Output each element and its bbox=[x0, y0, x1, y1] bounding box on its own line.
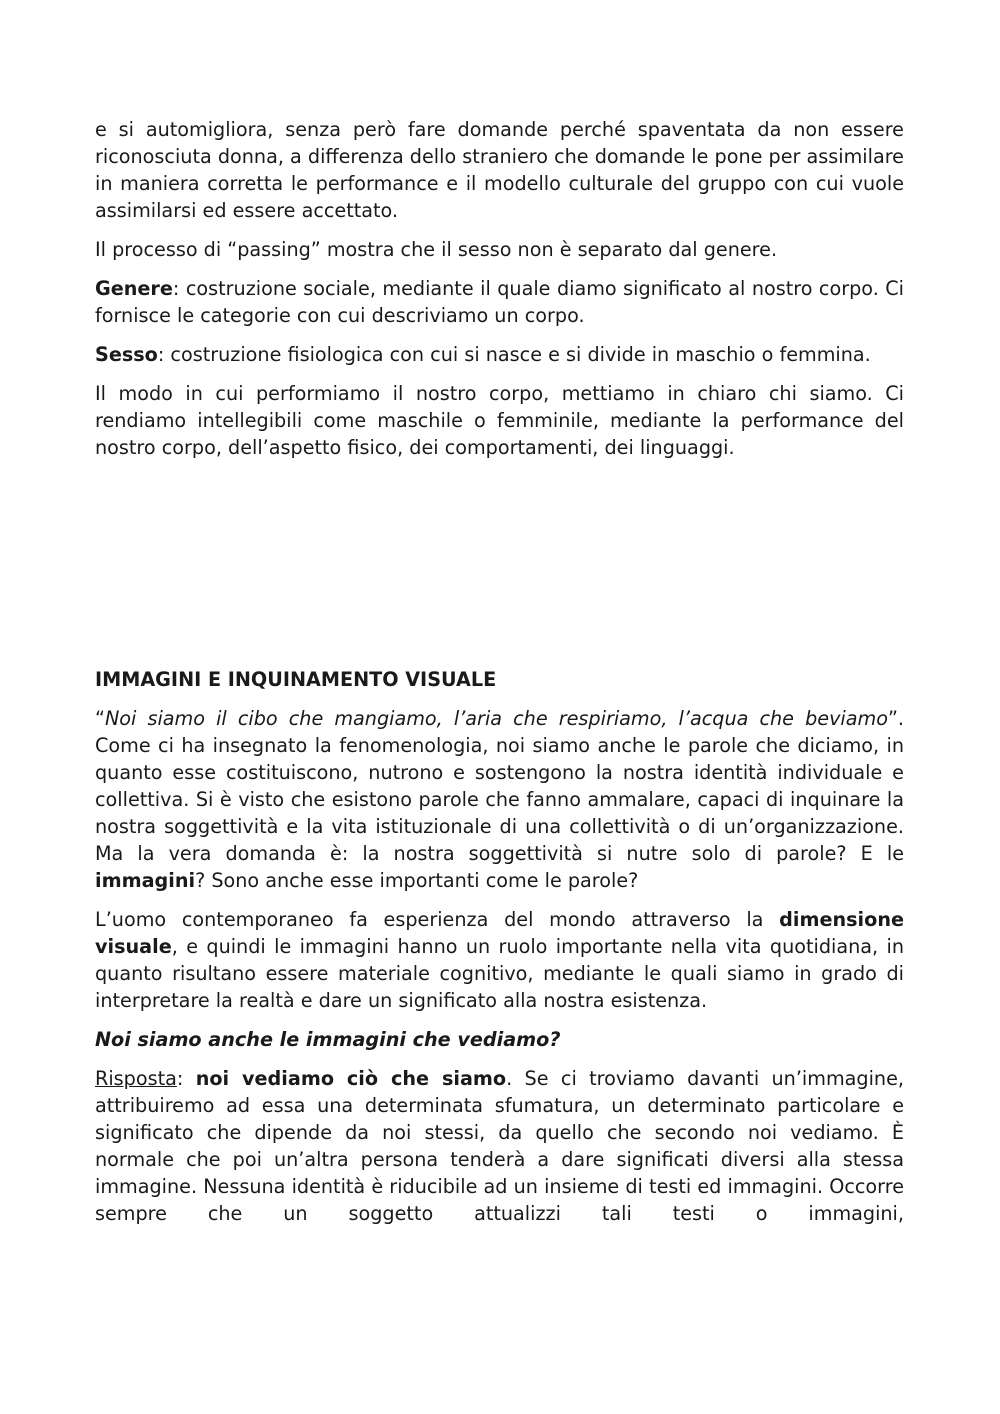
paragraph-risposta bbox=[95, 1065, 904, 1227]
risposta-colon: : bbox=[176, 1067, 196, 1090]
visual-paragraph-text-b: , e quindi le immagini hanno un ruolo importante nella vita quotidiana, in quanto risultano essere materiale cognitivo, mediante le quali siamo in grado di interpretare la realtà e dare un significato alla nostra esistenza. bbox=[95, 935, 904, 1012]
quote-paragraph-text-b: ? Sono anche esse importanti come le parole? bbox=[195, 869, 639, 892]
visual-paragraph-text-a: L’uomo contemporaneo fa esperienza del mondo attraverso la bbox=[95, 908, 780, 931]
term-dimensione-visuale: dimensione visuale bbox=[95, 908, 904, 958]
paragraph-dimensione-visuale bbox=[95, 906, 904, 1014]
definition-genere bbox=[95, 275, 904, 329]
quote-paragraph-text-a: Come ci ha insegnato la fenomenologia, noi siamo anche le parole che diciamo, in quanto esse costituiscono, nutrono e sostengono la nostra identità individuale e collettiva. Si è visto che esistono parole che fanno ammalare, capaci di inquinare la nostra soggettività e la vita istituzionale di una collettività o di un’organizzazione. Ma la vera domanda è: la nostra soggettività si nutre solo di parole? E le bbox=[95, 734, 904, 865]
risposta-bold: noi vediamo ciò che siamo bbox=[195, 1067, 507, 1090]
label-risposta: Risposta bbox=[95, 1067, 177, 1090]
definition-genere-text: : costruzione sociale, mediante il quale diamo significato al nostro corpo. Ci fornisce le categorie con cui descriviamo un corpo. bbox=[95, 277, 904, 327]
paragraph-quote bbox=[95, 705, 904, 894]
paragraph-1: e si automigliora, senza però fare domande perché spaventata da non essere riconosciuta donna, a differenza dello straniero che domande le pone per assimilare in maniera corretta le performance e il modello culturale del gruppo con cui vuole assimilarsi ed essere accettato. bbox=[95, 118, 904, 222]
definition-sesso-text: : costruzione fisiologica con cui si nasce e si divide in maschio o femmina. bbox=[157, 343, 871, 366]
term-immagini: immagini bbox=[95, 869, 196, 892]
quote-text: Noi siamo il cibo che mangiamo, l’aria che respiriamo, l’acqua che beviamo bbox=[104, 707, 888, 730]
term-sesso: Sesso bbox=[95, 343, 158, 366]
term-genere: Genere bbox=[95, 277, 173, 300]
paragraph-performance: Il modo in cui performiamo il nostro corpo, mettiamo in chiaro chi siamo. Ci rendiamo intellegibili come maschile o femminile, mediante la performance del nostro corpo, dell’aspetto fisico, dei comportamenti, dei linguaggi. bbox=[95, 382, 904, 459]
section-heading: IMMAGINI E INQUINAMENTO VISUALE bbox=[95, 668, 497, 691]
quote-open-mark: “ bbox=[95, 707, 105, 730]
document-page bbox=[95, 116, 904, 1227]
quote-close-mark: ”. bbox=[887, 707, 904, 730]
question-heading bbox=[95, 1026, 904, 1053]
question-text: Noi siamo anche le immagini che vediamo? bbox=[95, 1028, 561, 1051]
definition-sesso bbox=[95, 341, 904, 368]
paragraph-passing: Il processo di “passing” mostra che il sesso non è separato dal genere. bbox=[95, 238, 778, 261]
risposta-text: . Se ci troviamo davanti un’immagine, attribuiremo ad essa una determinata sfumatura, un determinato particolare e significato che dipende da noi stessi, da quello che secondo noi vediamo. È normale che poi un’altra persona tenderà a dare significati diversi alla stessa immagine. Nessuna identità è riducibile ad un insieme di testi ed immagini. Occorre sempre che un soggetto attualizzi tali testi o immagini, bbox=[95, 1067, 904, 1225]
